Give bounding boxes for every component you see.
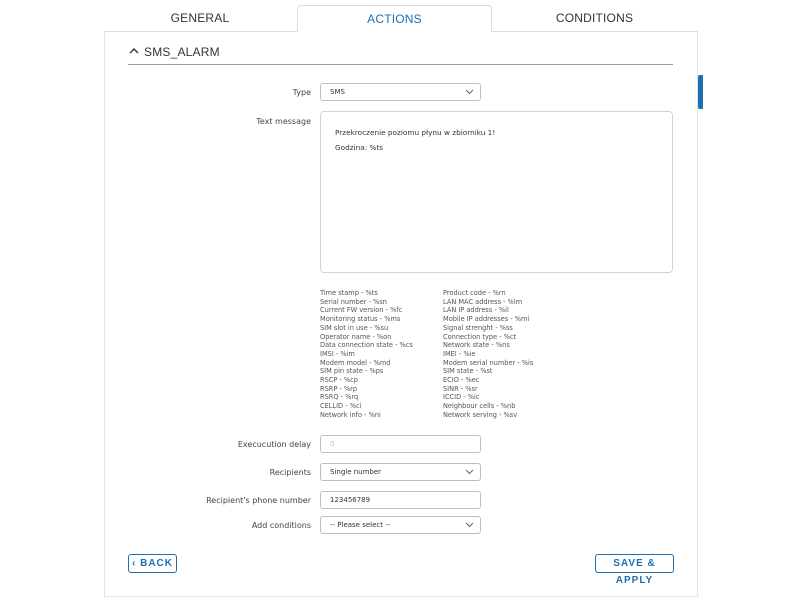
variable-item: Network info - %ni [320,410,381,419]
variable-item: Modem serial number - %is [443,358,534,367]
tab-conditions[interactable]: CONDITIONS [555,11,634,25]
chevron-down-icon [465,468,474,475]
tab-general[interactable]: GENERAL [170,11,230,25]
type-select[interactable] [320,83,481,101]
execution-delay-placeholder: 0 [330,440,335,448]
tab-bar [104,5,698,31]
recipients-select[interactable] [320,463,481,481]
variable-item: Neighbour cells - %nb [443,402,516,411]
chevron-down-icon [465,521,474,528]
variable-item: Product code - %rn [443,289,506,297]
text-message-line: Przekroczenie poziomu płynu w zbiorniku 1! [335,128,496,137]
execution-delay-label: Execucution delay [237,440,311,449]
variable-item: SIM state - %st [443,367,493,376]
variable-item: Current FW version - %fc [320,306,403,315]
variable-item: Serial number - %sn [320,297,387,306]
chevron-up-icon[interactable] [128,45,140,57]
chevron-left-icon: ‹ [132,558,141,569]
section-title: SMS_ALARM [144,45,220,59]
variable-item: Monitoring status - %ms [320,315,401,324]
scroll-indicator[interactable] [698,75,703,109]
variable-item: Network serving - %sv [443,410,518,419]
variable-item: RSRQ - %rq [320,393,359,402]
text-message-label: Text message [256,117,311,126]
variable-item: IMEI - %ie [443,349,476,358]
recipients-label: Recipients [269,468,311,477]
variable-item: Data connection state - %cs [320,341,413,350]
variable-item: ECIO - %ec [443,376,480,385]
variable-item: LAN IP address - %il [443,306,509,315]
add-conditions-label: Add conditions [251,521,311,530]
variable-item: ICCID - %ic [443,393,480,402]
phone-number-input[interactable] [320,491,481,509]
recipients-select-value: Single number [330,468,382,476]
tab-actions[interactable]: ACTIONS [297,5,492,32]
save-apply-label: SAVE & APPLY [613,558,656,586]
variable-item: Connection type - %ct [443,332,517,341]
variable-item: IMSI - %im [320,349,355,358]
save-apply-button[interactable] [595,554,674,586]
execution-delay-input[interactable] [320,435,481,453]
variable-item: Network state - %ns [443,341,510,350]
text-message-line: Godzina: %ts [335,143,384,152]
variable-item: SIM slot in use - %su [320,323,389,332]
variable-item: Mobile IP addresses - %mi [443,315,530,324]
variable-item: SINR - %sr [443,384,478,393]
variables-list-right [443,289,533,420]
phone-number-label: Recipient's phone number [206,496,311,505]
variable-item: SIM pin state - %ps [320,367,384,376]
variable-item: CELLID - %ci [320,402,362,411]
variable-item: Operator name - %on [320,332,392,341]
variable-item: Signal strenght - %ss [443,323,513,332]
back-button[interactable] [128,554,177,573]
variables-list-left [320,289,413,420]
variable-item: LAN MAC address - %lm [443,297,523,306]
chevron-down-icon [465,88,474,95]
add-conditions-select[interactable] [320,516,481,534]
variable-item: Time stamp - %ts [320,289,378,297]
type-select-value: SMS [330,88,345,96]
section-header[interactable] [128,42,673,65]
variable-item: RSCP - %cp [320,376,358,385]
back-button-label: BACK [140,558,173,569]
text-message-textarea[interactable] [320,111,673,273]
phone-number-value: 123456789 [330,496,371,504]
type-label: Type [292,88,311,97]
add-conditions-select-value: -- Please select -- [330,521,391,529]
variable-item: Modem model - %md [320,358,391,367]
variable-item: RSRP - %rp [320,384,358,393]
